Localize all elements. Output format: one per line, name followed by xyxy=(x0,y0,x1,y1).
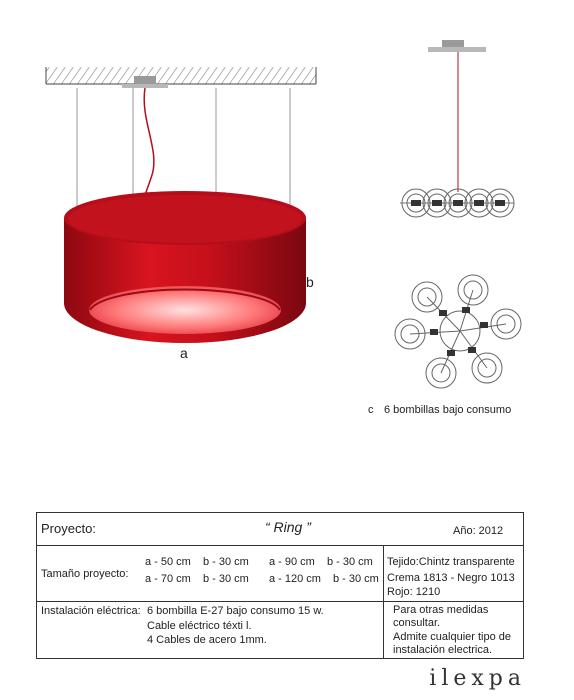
label-c: c xyxy=(368,404,374,416)
size-a-50: a - 50 cm xyxy=(145,556,191,568)
note-line-3: Admite cualquier tipo de xyxy=(393,631,512,643)
size-b-30-3: b - 30 cm xyxy=(203,573,249,585)
size-a-120: a - 120 cm xyxy=(269,573,321,585)
lamp-side-view xyxy=(400,40,514,217)
shade-inner-glow xyxy=(89,286,281,334)
fabric-line-3: Rojo: 1210 xyxy=(387,586,441,598)
size-label: Tamaño proyecto: xyxy=(41,568,129,580)
size-a-70: a - 70 cm xyxy=(145,573,191,585)
note-line-4: instalación electrica. xyxy=(393,644,493,656)
size-b-30-2: b - 30 cm xyxy=(327,556,373,568)
spec-table xyxy=(36,512,524,659)
ceiling xyxy=(46,67,316,84)
size-b-30-1: b - 30 cm xyxy=(203,556,249,568)
install-line-2: Cable eléctrico téxti l. xyxy=(147,620,252,632)
project-name: “ Ring ” xyxy=(265,519,311,535)
fabric-line-2: Crema 1813 - Negro 1013 xyxy=(387,572,515,584)
note-line-2: consultar. xyxy=(393,617,441,629)
ring-lampshade xyxy=(64,191,306,343)
bulb-caption: 6 bombillas bajo consumo xyxy=(384,404,512,416)
install-line-1: 6 bombilla E-27 bajo consumo 15 w. xyxy=(147,605,324,617)
power-cord xyxy=(144,88,154,208)
dimension-label-b: b xyxy=(306,274,314,290)
dimension-label-a: a xyxy=(180,345,188,361)
size-b-30-4: b - 30 cm xyxy=(333,573,379,585)
size-a-90: a - 90 cm xyxy=(269,556,315,568)
install-line-3: 4 Cables de acero 1mm. xyxy=(147,634,267,646)
install-label: Instalación eléctrica: xyxy=(41,605,141,617)
proyecto-label: Proyecto: xyxy=(41,521,96,536)
project-year: Año: 2012 xyxy=(453,525,504,537)
fabric-line-1: Tejido:Chintz transparente xyxy=(387,556,515,568)
bulb-plan-view xyxy=(395,275,521,388)
brand-logo: ilexpa xyxy=(429,666,526,691)
note-line-1: Para otras medidas xyxy=(393,604,489,616)
